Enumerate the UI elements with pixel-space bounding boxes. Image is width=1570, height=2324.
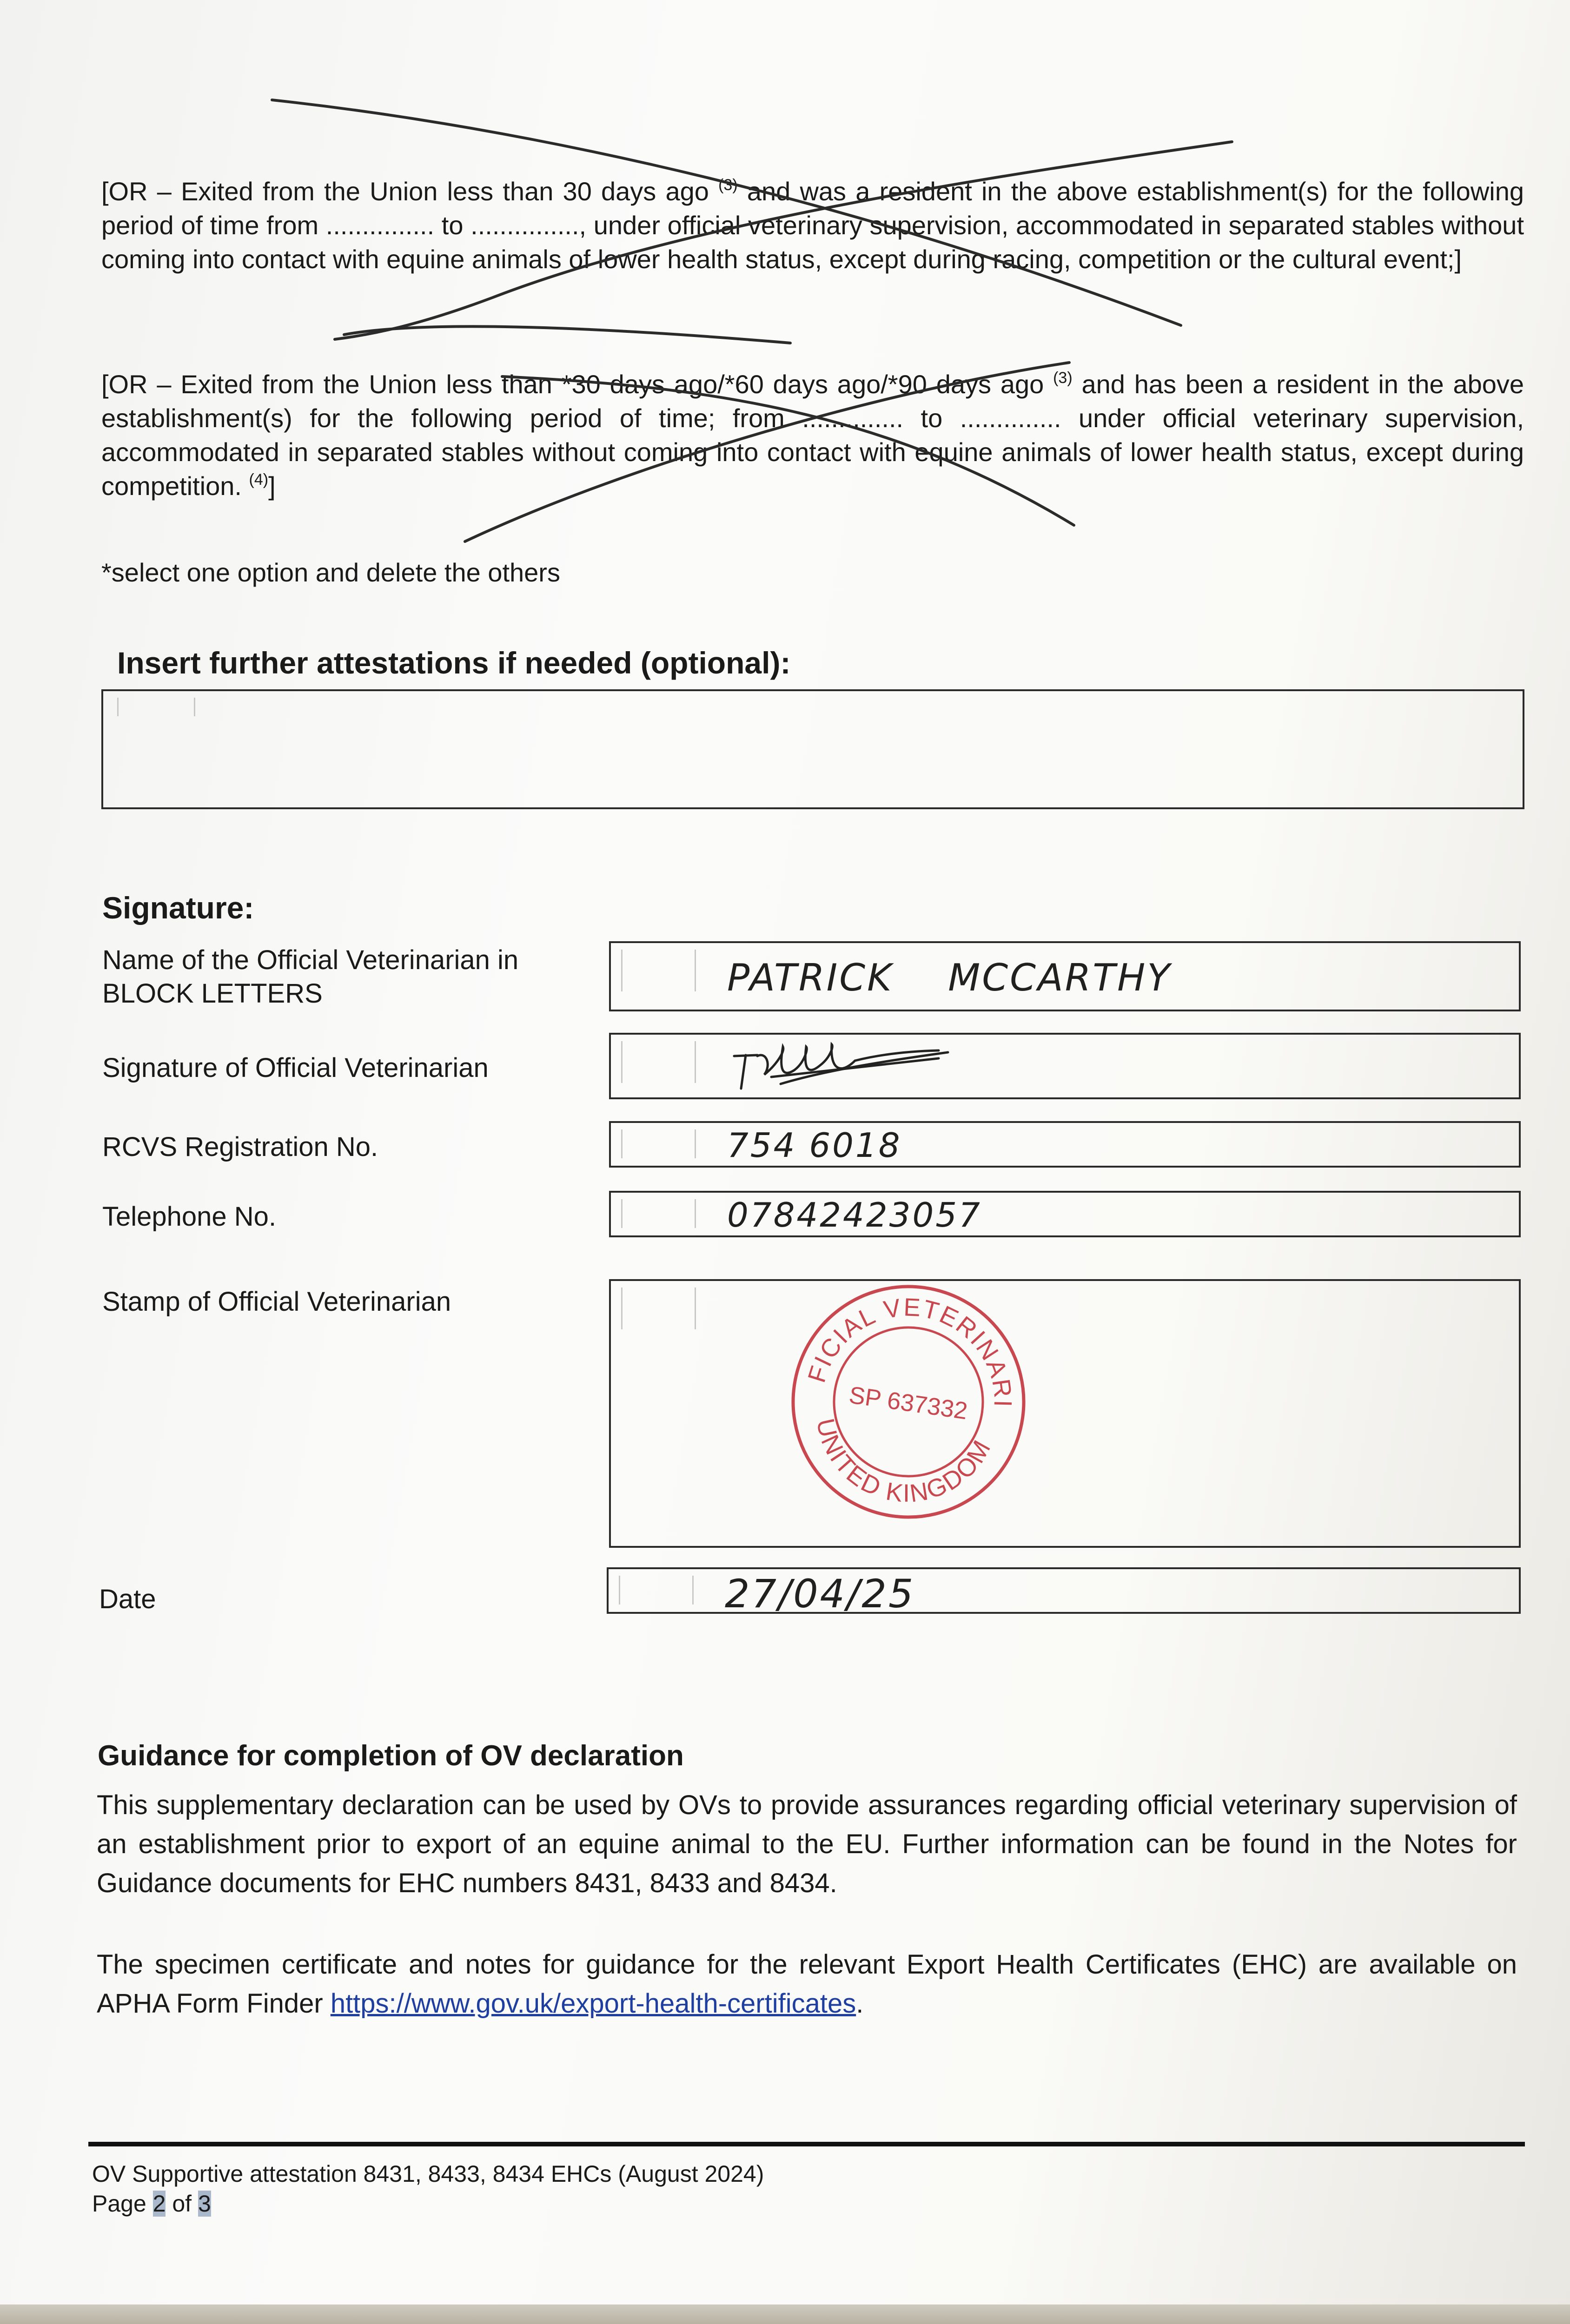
official-veterinarian-stamp	[783, 1276, 1034, 1527]
rcvs-field[interactable]	[609, 1121, 1521, 1168]
date-label: Date	[99, 1584, 156, 1614]
stamp-label: Stamp of Official Veterinarian	[102, 1287, 451, 1317]
stamp-field[interactable]	[609, 1279, 1521, 1548]
guidance-heading: Guidance for completion of OV declaration	[98, 1740, 684, 1772]
form-finder-link[interactable]: https://www.gov.uk/export-health-certificates	[330, 1988, 856, 2019]
stamp-top-text: OFFICIAL VETERINARIAN	[802, 1293, 1017, 1409]
telephone-label: Telephone No.	[102, 1202, 277, 1232]
svg-text:UNITED KINGDOM	[801, 1412, 998, 1519]
stamp-bottom-text: UNITED KINGDOM	[811, 1416, 997, 1508]
rcvs-value: 754 6018	[727, 1126, 902, 1165]
name-label: Name of the Official Veterinarian in BLOCK LETTERS	[102, 945, 519, 1009]
scan-edge	[0, 2304, 1570, 2324]
signature-heading: Signature:	[102, 891, 254, 925]
name-field[interactable]	[609, 941, 1521, 1011]
telephone-field[interactable]	[609, 1191, 1521, 1237]
telephone-value: 07842423057	[727, 1195, 982, 1235]
name-value: PATRICK MCCARTHY	[727, 956, 1172, 999]
date-field[interactable]	[607, 1567, 1521, 1617]
further-attestations-heading: Insert further attestations if needed (optional):	[117, 646, 791, 680]
select-note: *select one option and delete the others	[101, 558, 560, 587]
guidance-paragraph-2: The specimen certificate and notes for guidance for the relevant Export Health Certificates (EHC) are available on APHA Form Finder https://www.gov.uk/export-health-certificates.	[97, 1949, 1517, 2019]
date-value: 27/04/25	[725, 1571, 915, 1617]
handwritten-signature	[725, 1037, 967, 1098]
option-c-paragraph: [OR – Exited from the Union less than *30 days ago/*60 days ago/*90 days ago $^{(3)}$ and has been a resident in the above establishment(s) for the following period of time; from .............. to .............. under official veterinary supervision, accommodated in separated stables without coming into contact with equine animals of lower health status, except during competition. $^{(4)}$]	[101, 369, 1524, 501]
guidance-paragraph-1: This supplementary declaration can be used by OVs to provide assurances regarding official veterinary supervision of an establishment prior to export of an equine animal to the EU. Further information can be found in the Notes for Guidance documents for EHC numbers 8431, 8433 and 8434.	[97, 1790, 1517, 1898]
signature-label: Signature of Official Veterinarian	[102, 1053, 489, 1083]
rcvs-label: RCVS Registration No.	[102, 1132, 378, 1162]
footer: OV Supportive attestation 8431, 8433, 8434 EHCs (August 2024) Page 2 of 3	[92, 2159, 764, 2218]
page-number: Page 2 of 3	[92, 2191, 211, 2217]
option-b-paragraph: [OR – Exited from the Union less than 30 days ago $^{(3)}$ and was a resident in the above establishment(s) for the following period of time from ............... to ..............., under official veterinary supervision, accommodated in separated stables without coming into contact with equine animals of lower health status, except during racing, competition or the cultural event;]	[101, 176, 1524, 274]
footer-rule	[88, 2142, 1525, 2146]
further-attestations-field[interactable]	[101, 689, 1524, 809]
signature-field[interactable]	[609, 1033, 1521, 1099]
stamp-code: SP 637332	[847, 1381, 969, 1425]
